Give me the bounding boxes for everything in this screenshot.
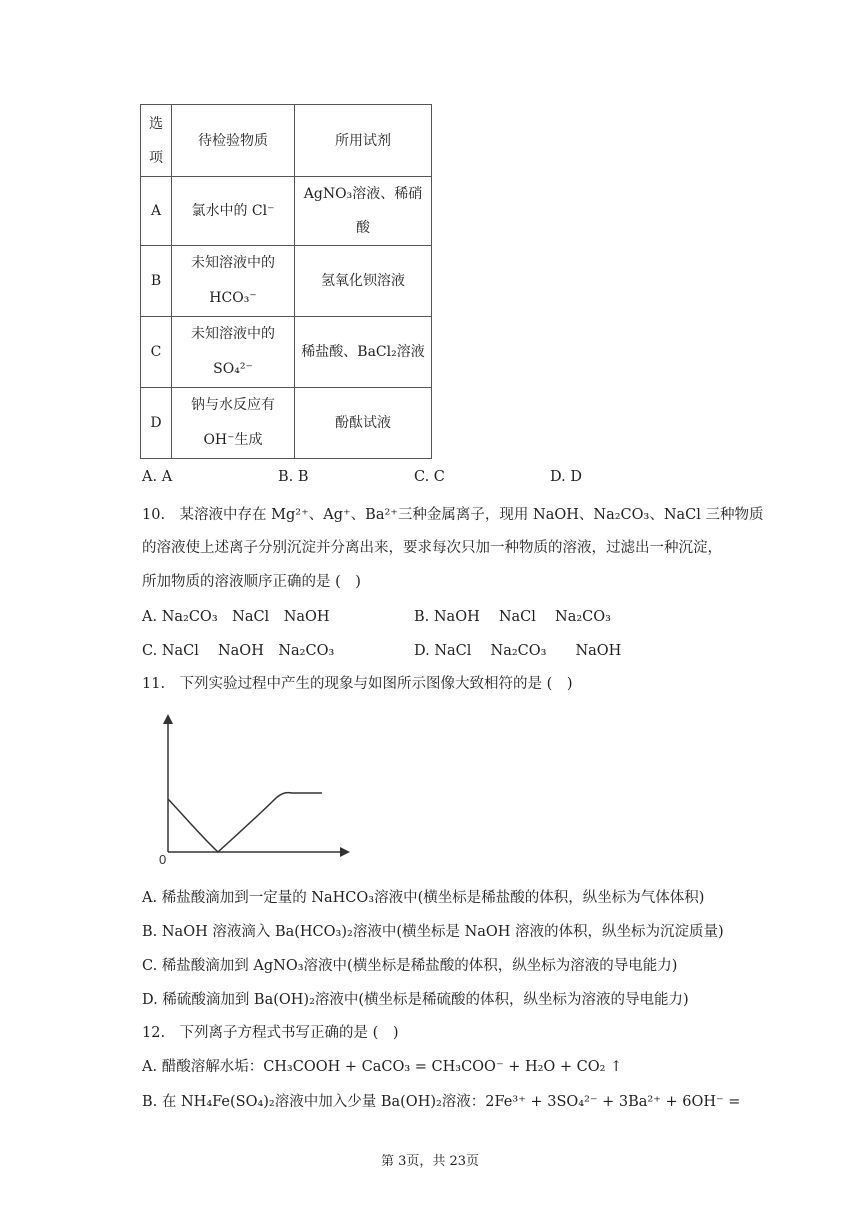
q12-option-b: B. 在 NH₄Fe(SO₄)₂溶液中加入少量 Ba(OH)₂溶液：2Fe³⁺ + 3SO₄²⁻ + 3Ba²⁺ + 6OH⁻ = [142, 1094, 741, 1110]
row-option: C [141, 317, 172, 388]
row-substance [172, 317, 295, 388]
q9-choice-d: D. D [550, 469, 582, 485]
page-footer: 第 3页，共 23页 [380, 1154, 480, 1169]
q10-option-d: D. NaCl Na₂CO₃ NaOH [414, 643, 622, 659]
row-option: B [141, 246, 172, 317]
q10-stem-line3: 所加物质的溶液顺序正确的是 ( ) [142, 574, 361, 590]
row-substance-line2: SO₄²⁻ [213, 361, 253, 377]
header-option-line2: 项 [149, 149, 163, 166]
row-substance: 氯水中的 Cl⁻ [172, 177, 295, 246]
row-reagent: 稀盐酸、BaCl₂溶液 [295, 317, 432, 388]
row-substance-line2: HCO₃⁻ [209, 290, 257, 306]
y-axis-arrow-icon [163, 714, 173, 724]
x-axis-arrow-icon [340, 847, 350, 857]
row-option: A [141, 177, 172, 246]
q9-choice-c: C. C [414, 469, 445, 485]
row-substance-line1: 钠与水反应有 [191, 397, 275, 413]
q12-stem: 12. 下列离子方程式书写正确的是 ( ) [142, 1025, 399, 1041]
q10-stem-line1: 10. 某溶液中存在 Mg²⁺、Ag⁺、Ba²⁺三种金属离子，现用 NaOH、Na₂CO₃、NaCl 三种物质 [142, 507, 764, 523]
table-row [141, 246, 432, 317]
row-reagent: AgNO₃溶液、稀硝酸 [295, 177, 432, 246]
row-substance-line1: 未知溶液中的 [191, 255, 275, 271]
table-row [141, 317, 432, 388]
options-table [140, 104, 432, 459]
row-substance-line2: OH⁻生成 [203, 432, 263, 448]
table-header-row [141, 105, 432, 177]
header-option-line1: 选 [149, 115, 163, 132]
row-reagent: 氢氧化钡溶液 [295, 246, 432, 317]
row-option: D [141, 388, 172, 459]
row-substance-line1: 未知溶液中的 [191, 326, 275, 342]
q11-option-d: D. 稀硫酸滴加到 Ba(OH)₂溶液中(横坐标是稀硫酸的体积，纵坐标为溶液的导电能力) [142, 992, 689, 1008]
row-substance [172, 246, 295, 317]
q11-stem: 11. 下列实验过程中产生的现象与如图所示图像大致相符的是 ( ) [142, 676, 573, 692]
q10-option-b: B. NaOH NaCl Na₂CO₃ [414, 609, 611, 625]
q10-option-a: A. Na₂CO₃ NaCl NaOH [142, 609, 330, 625]
header-option [141, 105, 172, 177]
header-substance: 待检验物质 [172, 105, 295, 177]
header-reagent: 所用试剂 [295, 105, 432, 177]
row-reagent: 酚酞试液 [295, 388, 432, 459]
q11-option-a: A. 稀盐酸滴加到一定量的 NaHCO₃溶液中(横坐标是稀盐酸的体积，纵坐标为气体体积) [142, 890, 705, 906]
q11-option-b: B. NaOH 溶液滴入 Ba(HCO₃)₂溶液中(横坐标是 NaOH 溶液的体积，纵坐标为沉淀质量) [142, 924, 724, 940]
table-row [141, 388, 432, 459]
q11-graph [150, 712, 360, 872]
q10-stem-line2: 的溶液使上述离子分别沉淀并分离出来，要求每次只加一种物质的溶液，过滤出一种沉淀， [142, 540, 722, 556]
graph-origin-label: 0 [159, 852, 167, 867]
table-row [141, 177, 432, 246]
q10-option-c: C. NaCl NaOH Na₂CO₃ [142, 643, 335, 659]
row-substance [172, 388, 295, 459]
graph-curve [168, 793, 322, 852]
q9-choice-a: A. A [142, 469, 173, 485]
q9-choice-b: B. B [278, 469, 309, 485]
q12-option-a: A. 醋酸溶解水垢：CH₃COOH + CaCO₃ = CH₃COO⁻ + H₂O + CO₂ ↑ [142, 1059, 623, 1075]
q11-option-c: C. 稀盐酸滴加到 AgNO₃溶液中(横坐标是稀盐酸的体积，纵坐标为溶液的导电能力) [142, 958, 678, 974]
